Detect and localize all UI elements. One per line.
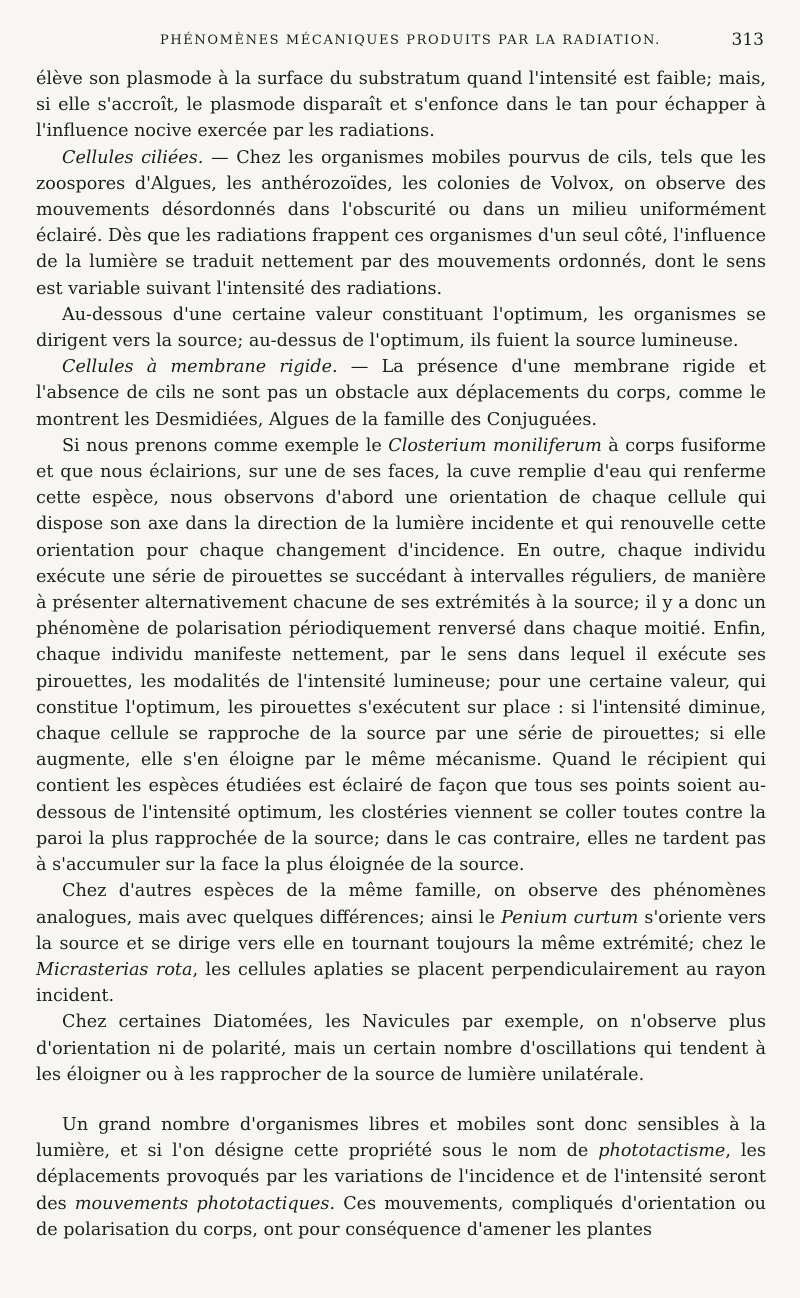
section-title-cellules-ciliees: Cellules ciliées. [62,147,204,168]
paragraph-phototactisme [36,1112,766,1243]
paragraph-text: à corps fusiforme et que nous éclairions, sur une de ses faces, la cuve remplie d'eau qui renferme cette espèce, nous observons d'abord une orientation de chaque cellule qui dispose son axe dans la direction de la lumière incidente et qui renouvelle cette orientation pour chaque changement d'incidence. En outre, chaque individu exécute une série de pirouettes se succédant à intervalles réguliers, de manière à présenter alternativement chacune de ses extrémités à la source; il y a donc un phénomène de polarisation périodiquement renversé dans chaque moitié. Enfin, chaque individu manifeste nettement, par le sens dans lequel il exécute ses pirouettes, les modalités de l'intensité lumineuse; pour une certaine valeur, qui constitue l'optimum, les pirouettes s'exécutent sur place : si l'intensité diminue, chaque cellule se rapproche de la source par une série de pirouettes; si elle augmente, elle s'en éloigne par le même mécanisme. Quand le récipient qui contient les espèces étudiées est éclairé de façon que tous ses points soient au-dessous de l'intensité optimum, les clostéries viennent se coller toutes contre la paroi la plus rapprochée de la source; dans le cas contraire, elles ne tardent pas à s'accumuler sur la face la plus éloignée de la source. [36,435,766,876]
paragraph-diatomees: Chez certaines Diatomées, les Navicules par exemple, on n'observe plus d'orientation ni de polarité, mais un certain nombre d'oscillations qui tendent à les éloigner ou à les rapprocher de la source de lumière unilatérale. [36,1012,766,1085]
paragraph-membrane-rigide [36,354,766,433]
page-body [36,66,766,1243]
paragraph-text: — La présence d'une membrane rigide et l'absence de cils ne sont pas un obstacle aux déplacements du corps, comme le montrent les Desmidiées, Algues de la famille des Conjuguées. [36,357,766,430]
paragraph-closterium [36,433,766,878]
paragraph-text: Chez d'autres espèces de la même famille, on observe des phénomènes analogues, mais avec quelques différences; ainsi le [36,881,766,928]
paragraph-autres-especes [36,878,766,1009]
paragraph-plasmode: élève son plasmode à la surface du substratum quand l'intensité est faible; mais, si elle s'accroît, le plasmode disparaît et s'enfonce dans le tan pour échapper à l'influence nocive exercée par les radiations. [36,69,766,142]
paragraph-text: s'oriente vers la source et se dirige vers elle en tournant toujours la même extrémité; chez le [36,907,766,954]
species-name: Closterium moniliferum [388,435,602,456]
paragraph-text: , les cellules aplaties se placent perpendiculairement au rayon incident. [36,959,766,1007]
running-head: PHÉNOMÈNES MÉCANIQUES PRODUITS PAR LA RADIATION. [160,33,661,48]
species-name: Micrasterias rota [36,959,193,980]
page-number: 313 [731,30,764,50]
page-header [0,30,800,56]
species-name: Penium curtum [501,907,639,928]
paragraph-optimum: Au-dessous d'une certaine valeur constituant l'optimum, les organismes se dirigent vers la source; au-dessus de l'optimum, ils fuient la source lumineuse. [36,304,766,352]
paragraph-text: Un grand nombre d'organismes libres et mobiles sont donc sensibles à la lumière, et si l'on désigne cette propriété sous le nom de [36,1114,766,1162]
paragraph-text: Si nous prenons comme exemple le [62,435,389,456]
paragraph-cellules-ciliees [36,145,766,302]
term: mouvements phototactiques [74,1193,330,1214]
section-title-membrane-rigide: Cellules à membrane rigide. [62,357,338,378]
paragraph-text: — Chez les organismes mobiles pourvus de cils, tels que les zoospores d'Algues, les anthérozoïdes, les colonies de Volvox, on observe des mouvements désordonnés dans l'obscurité ou dans un milieu uniformément éclairé. Dès que les radiations frappent ces organismes d'un seul côté, l'influence de la lumière se traduit nettement par des mouvements ordonnés, dont le sens est variable suivant l'intensité des radiations. [36,147,766,299]
term: phototactisme [598,1141,726,1162]
paragraph-text: . Ces mouvements, compliqués d'orientation ou de polarisation du corps, ont pour conséquence d'amener les plantes [36,1193,766,1240]
paragraph-text: , les déplacements provoqués par les variations de l'incidence et de l'intensité seront des [36,1141,766,1214]
